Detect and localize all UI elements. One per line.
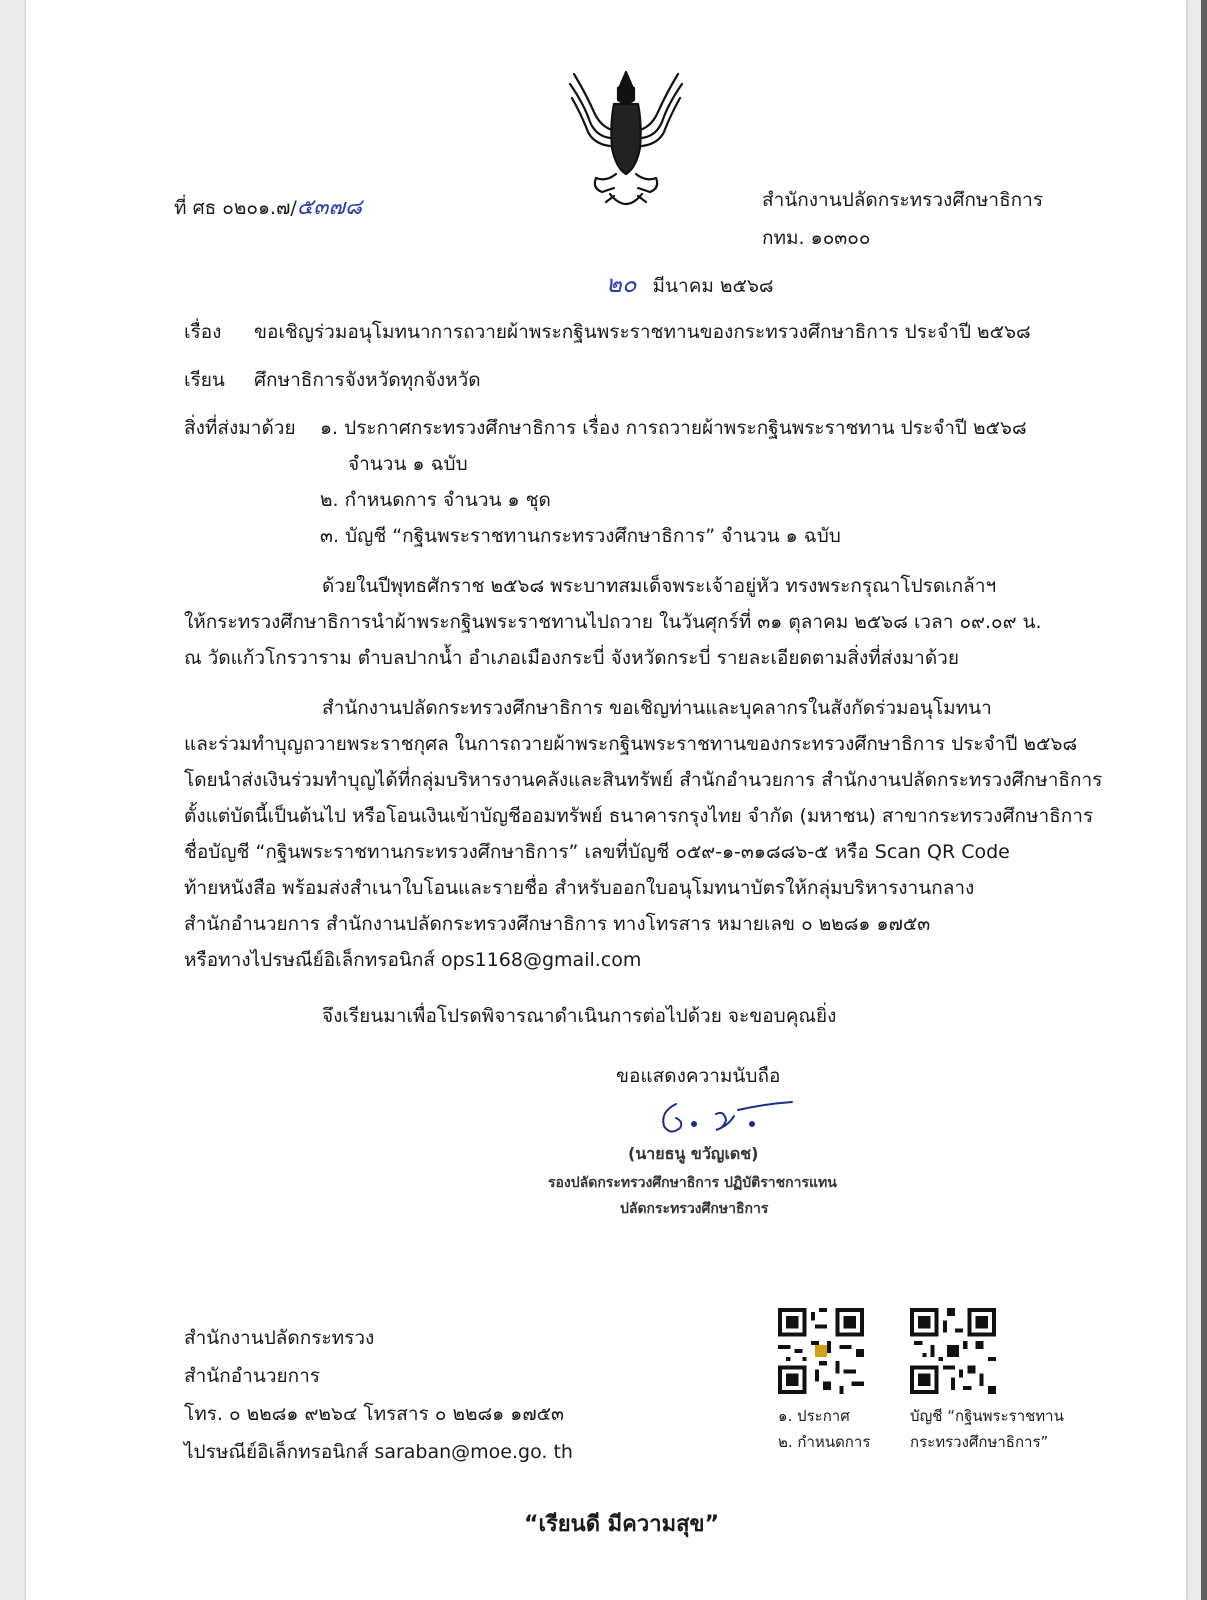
body-paragraph-2 — [184, 690, 1103, 978]
date-month-year: มีนาคม ๒๕๖๘ — [652, 275, 774, 297]
signatory-title: ปลัดกระทรวงศึกษาธิการ — [620, 1201, 769, 1217]
signatory-name: (นายธนู ขวัญเดช) — [628, 1144, 759, 1163]
reference-number-handwritten: ๕๓๗๘ — [296, 195, 362, 220]
paragraph-line: ด้วยในปีพุทธศักราช ๒๕๖๘ พระบาทสมเด็จพระเจ้าอยู่หัว ทรงพระกรุณาโปรดเกล้าฯ — [322, 575, 997, 597]
signatory-title: รองปลัดกระทรวงศึกษาธิการ ปฏิบัติราชการแทน — [548, 1175, 837, 1191]
enclosures-label: สิ่งที่ส่งมาด้วย — [184, 417, 296, 439]
qr-caption: ๒. กำหนดการ — [778, 1433, 871, 1451]
enclosure-item: จำนวน ๑ ฉบับ — [348, 453, 468, 475]
motto: “เรียนดี มีความสุข” — [524, 1512, 720, 1537]
enclosure-item: ๒. กำหนดการ จำนวน ๑ ชุด — [320, 489, 551, 511]
paragraph-line: ท้ายหนังสือ พร้อมส่งสำเนาใบโอนและรายชื่อ สำหรับออกใบอนุโมทนาบัตรให้กลุ่มบริหารงานกลาง — [184, 877, 975, 899]
paragraph-line: ตั้งแต่บัดนี้เป็นต้นไป หรือโอนเงินเข้าบัญชีออมทรัพย์ ธนาคารกรุงไทย จำกัด (มหาชน) สาขากระทรวงศึกษาธิการ — [184, 805, 1094, 827]
footer-phone: โทร. ๐ ๒๒๘๑ ๙๒๖๔ โทรสาร ๐ ๒๒๘๑ ๑๗๕๓ — [184, 1403, 564, 1425]
paragraph-line: สำนักอำนวยการ สำนักงานปลัดกระทรวงศึกษาธิการ ทางโทรสาร หมายเลข ๐ ๒๒๘๑ ๑๗๕๓ — [184, 913, 931, 935]
date-day-handwritten: ๒๐ — [606, 270, 637, 298]
paragraph-line: ณ วัดแก้วโกรวาราม ตำบลปากน้ำ อำเภอเมืองกระบี่ จังหวัดกระบี่ รายละเอียดตามสิ่งที่ส่งมาด้วย — [184, 647, 959, 669]
qr-code-icon[interactable] — [910, 1308, 996, 1394]
office-name: สำนักงานปลัดกระทรวงศึกษาธิการ — [762, 189, 1044, 211]
recipient-text: ศึกษาธิการจังหวัดทุกจังหวัด — [254, 369, 481, 391]
closing-sentence: จึงเรียนมาเพื่อโปรดพิจารณาดำเนินการต่อไปด้วย จะขอบคุณยิ่ง — [322, 1005, 837, 1027]
scrollbar[interactable] — [1201, 0, 1207, 1600]
document-page — [26, 0, 1186, 1600]
footer-office: สำนักงานปลัดกระทรวง — [184, 1327, 375, 1349]
reference-number — [174, 196, 362, 220]
paragraph-line: และร่วมทำบุญถวายพระราชกุศล ในการถวายผ้าพระกฐินพระราชทานของกระทรวงศึกษาธิการ ประจำปี ๒๕๖๘ — [184, 733, 1078, 755]
paragraph-line: โดยนำส่งเงินร่วมทำบุญได้ที่กลุ่มบริหารงานคลังและสินทรัพย์ สำนักอำนวยการ สำนักงานปลัดกระทรวงศึกษาธิการ — [184, 769, 1103, 791]
office-postcode: กทม. ๑๐๓๐๐ — [762, 227, 871, 249]
qr-caption: กระทรวงศึกษาธิการ” — [910, 1433, 1049, 1451]
qr-code-icon[interactable] — [778, 1308, 864, 1394]
enclosure-item: ๓. บัญชี “กฐินพระราชทานกระทรวงศึกษาธิการ” จำนวน ๑ ฉบับ — [320, 525, 841, 547]
qr-caption: บัญชี “กฐินพระราชทาน — [910, 1407, 1064, 1425]
body-paragraph-1 — [184, 568, 1050, 676]
paragraph-line: สำนักงานปลัดกระทรวงศึกษาธิการ ขอเชิญท่านและบุคลากรในสังกัดร่วมอนุโมทนา — [322, 697, 992, 719]
footer-email: ไปรษณีย์อิเล็กทรอนิกส์ saraban@moe.go. th — [184, 1441, 573, 1463]
letter-date — [606, 272, 774, 298]
paragraph-line: ให้กระทรวงศึกษาธิการนำผ้าพระกฐินพระราชทานไปถวาย ในวันศุกร์ที่ ๓๑ ตุลาคม ๒๕๖๘ เวลา ๐๙.๐๙ น. — [184, 611, 1042, 633]
subject-text: ขอเชิญร่วมอนุโมทนาการถวายผ้าพระกฐินพระราชทานของกระทรวงศึกษาธิการ ประจำปี ๒๕๖๘ — [254, 321, 1031, 343]
qr-caption: ๑. ประกาศ — [778, 1407, 850, 1425]
regards: ขอแสดงความนับถือ — [616, 1065, 781, 1087]
paragraph-line: ชื่อบัญชี “กฐินพระราชทานกระทรวงศึกษาธิการ” เลขที่บัญชี ๐๕๙-๑-๓๑๘๘๖-๕ หรือ Scan QR Code — [184, 841, 1010, 863]
signature-icon — [654, 1094, 794, 1140]
footer-division: สำนักอำนวยการ — [184, 1365, 321, 1387]
enclosure-item: ๑. ประกาศกระทรวงศึกษาธิการ เรื่อง การถวายผ้าพระกฐินพระราชทาน ประจำปี ๒๕๖๘ — [320, 417, 1027, 439]
recipient-label: เรียน — [184, 369, 225, 391]
paragraph-line: หรือทางไปรษณีย์อิเล็กทรอนิกส์ ops1168@gmail.com — [184, 949, 642, 971]
reference-label: ที่ ศธ ๐๒๐๑.๗/ — [174, 197, 297, 219]
garuda-emblem-icon — [566, 64, 686, 214]
subject-label: เรื่อง — [184, 321, 222, 343]
